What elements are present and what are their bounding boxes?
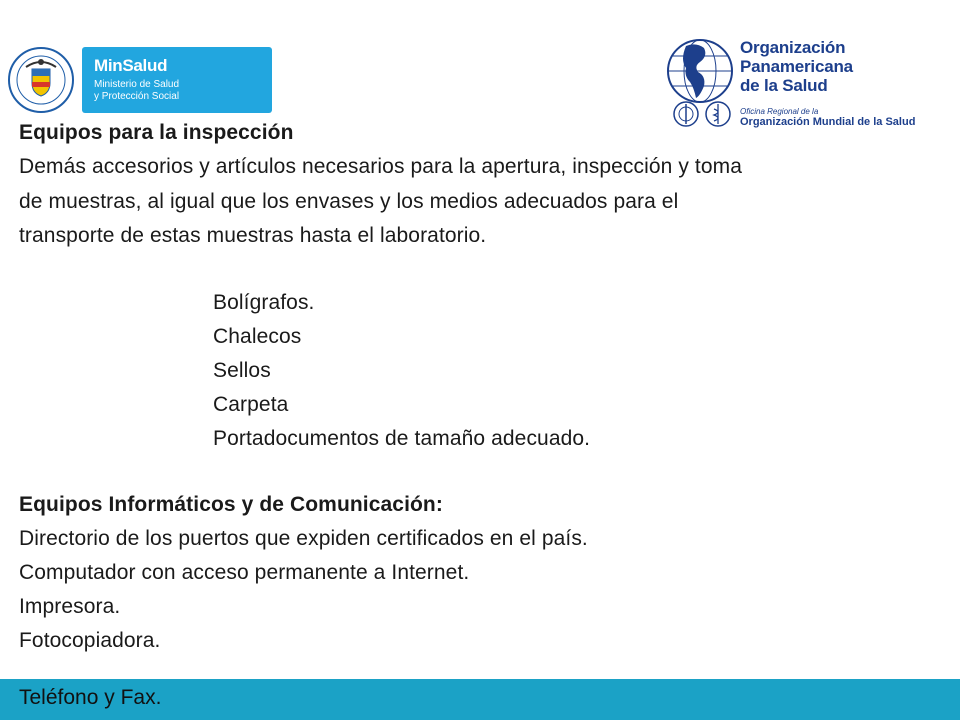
list-item: Sellos — [213, 358, 271, 382]
list-item: Bolígrafos. — [213, 290, 315, 314]
list-item: Impresora. — [19, 594, 121, 618]
ops-title-line1: Organización — [740, 38, 846, 57]
spacer — [19, 254, 939, 286]
minsalud-subtitle-line2: y Protección Social — [94, 91, 180, 102]
ops-subtitle-line2: Organización Mundial de la Salud — [740, 116, 916, 128]
section-title-inspection: Equipos para la inspección — [19, 121, 294, 144]
minsalud-logo — [8, 47, 272, 113]
section-title-it-communication: Equipos Informáticos y de Comunicación: — [19, 492, 443, 516]
ops-subtitle-line1: Oficina Regional de la — [740, 107, 819, 116]
minsalud-subtitle-line1: Ministerio de Salud — [94, 79, 180, 90]
paragraph-line: de muestras, al igual que los envases y los medios adecuados para el — [19, 189, 679, 213]
list-item: Computador con acceso permanente a Internet. — [19, 560, 470, 584]
spacer — [19, 456, 939, 488]
minsalud-name: MinSalud — [94, 56, 168, 75]
list-item: Directorio de los puertos que expiden certificados en el país. — [19, 526, 588, 550]
colombia-coat-of-arms-icon — [8, 47, 74, 113]
minsalud-brand-box — [82, 47, 272, 113]
inspection-equipment-list — [19, 286, 939, 456]
paragraph-line: transporte de estas muestras hasta el laboratorio. — [19, 224, 487, 247]
americas-globe-icon — [664, 36, 738, 106]
list-item: Carpeta — [213, 392, 289, 416]
list-item: Chalecos — [213, 324, 302, 348]
ops-title-line2: Panamericana — [740, 57, 853, 76]
list-item: Teléfono y Fax. — [19, 686, 162, 709]
list-item: Portadocumentos de tamaño adecuado. — [213, 426, 591, 450]
paragraph-line: Demás accesorios y artículos necesarios para la apertura, inspección y toma — [19, 155, 742, 178]
ops-title-line3: de la Salud — [740, 76, 828, 95]
list-item: Fotocopiadora. — [19, 628, 161, 652]
ops-title — [740, 38, 853, 95]
slide-content — [19, 116, 939, 658]
